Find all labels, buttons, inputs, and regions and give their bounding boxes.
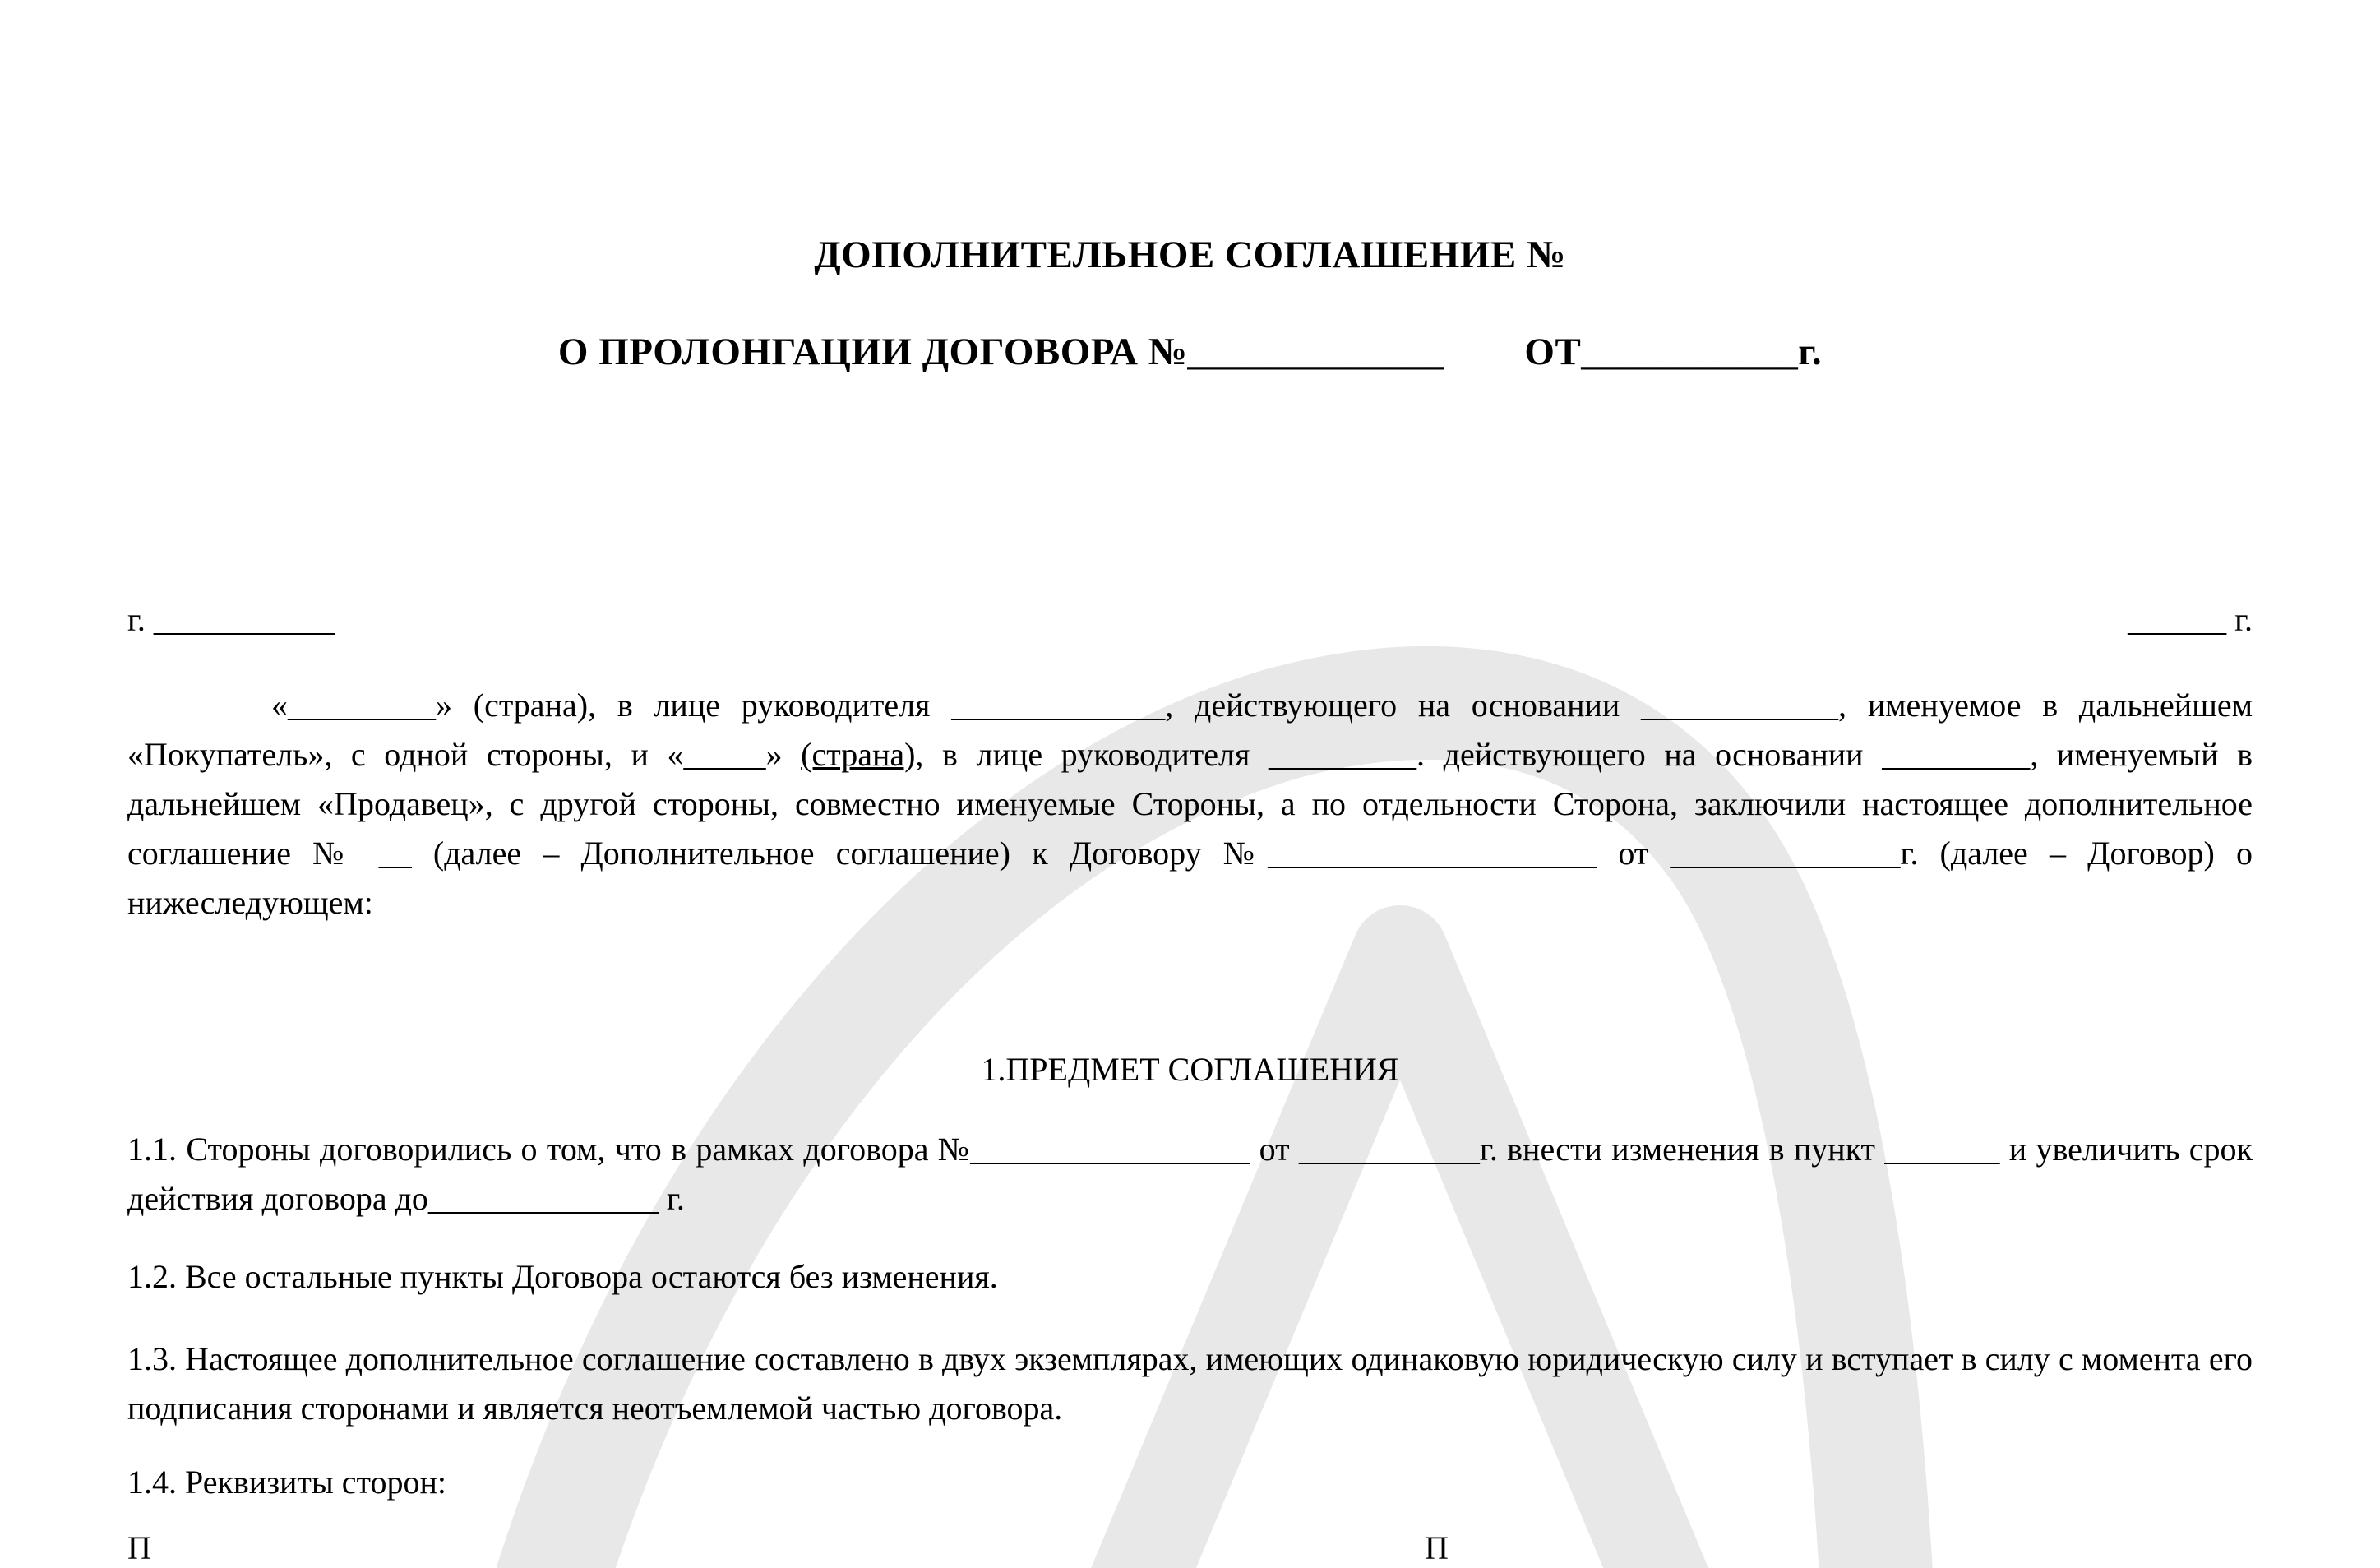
clause-1-2: 1.2. Все остальные пункты Договора остаются без изменения. [127, 1258, 998, 1295]
partial-letter-buyer: П [127, 1529, 151, 1566]
doc-title-line1: ДОПОЛНИТЕЛЬНОЕ СОГЛАШЕНИЕ № [814, 234, 1566, 276]
clause-1-1: 1.1. Стороны договорились о том, что в рамках договора №_________________ от ___________г. внести изменения в пункт _______ и увеличить срок действия договора до______________ г. [127, 1131, 2253, 1217]
date-blank-field: ______ г. [2128, 601, 2253, 638]
preamble-part1: «_________» (страна), в лице руководителя _____________, действующего на основании ____________, именуемое в дальнейшем «Покупатель», с одной стороны, и «_____» [127, 687, 2253, 773]
doc-title-line2: О ПРОЛОНГАЦИИ ДОГОВОРА №_____________ ОТ___________г. [557, 331, 1823, 373]
city-blank-field: г. ___________ [127, 601, 335, 638]
preamble-part2: в лице руководителя _________. действующего на основании _________, именуемый в дальнейшем «Продавец», с другой стороны, совместно именуемые Стороны, а по отдельности Сторона, заключили настоящее дополнительное соглашение № __ (далее – Дополнительное соглашение) к Договору №____________________ от ______________г. (далее – Договор) о нижеследующем: [127, 736, 2253, 921]
document-content [127, 0, 2253, 1566]
preamble-paragraph [127, 681, 2253, 927]
partial-letter-seller: П [1425, 1529, 1449, 1566]
section-heading: 1.ПРЕДМЕТ СОГЛАШЕНИЯ [981, 1051, 1399, 1088]
table-header-partial [127, 1529, 2253, 1566]
preamble-strana-underlined: (страна), [801, 736, 924, 773]
clause-1-3: 1.3. Настоящее дополнительное соглашение составлено в двух экземплярах, имеющих одинаковую юридическую силу и вступает в силу с момента его подписания сторонами и является неотъемлемой частью договора. [127, 1340, 2253, 1427]
clause-1-4: 1.4. Реквизиты сторон: [127, 1464, 446, 1501]
city-date-line [127, 595, 2253, 645]
